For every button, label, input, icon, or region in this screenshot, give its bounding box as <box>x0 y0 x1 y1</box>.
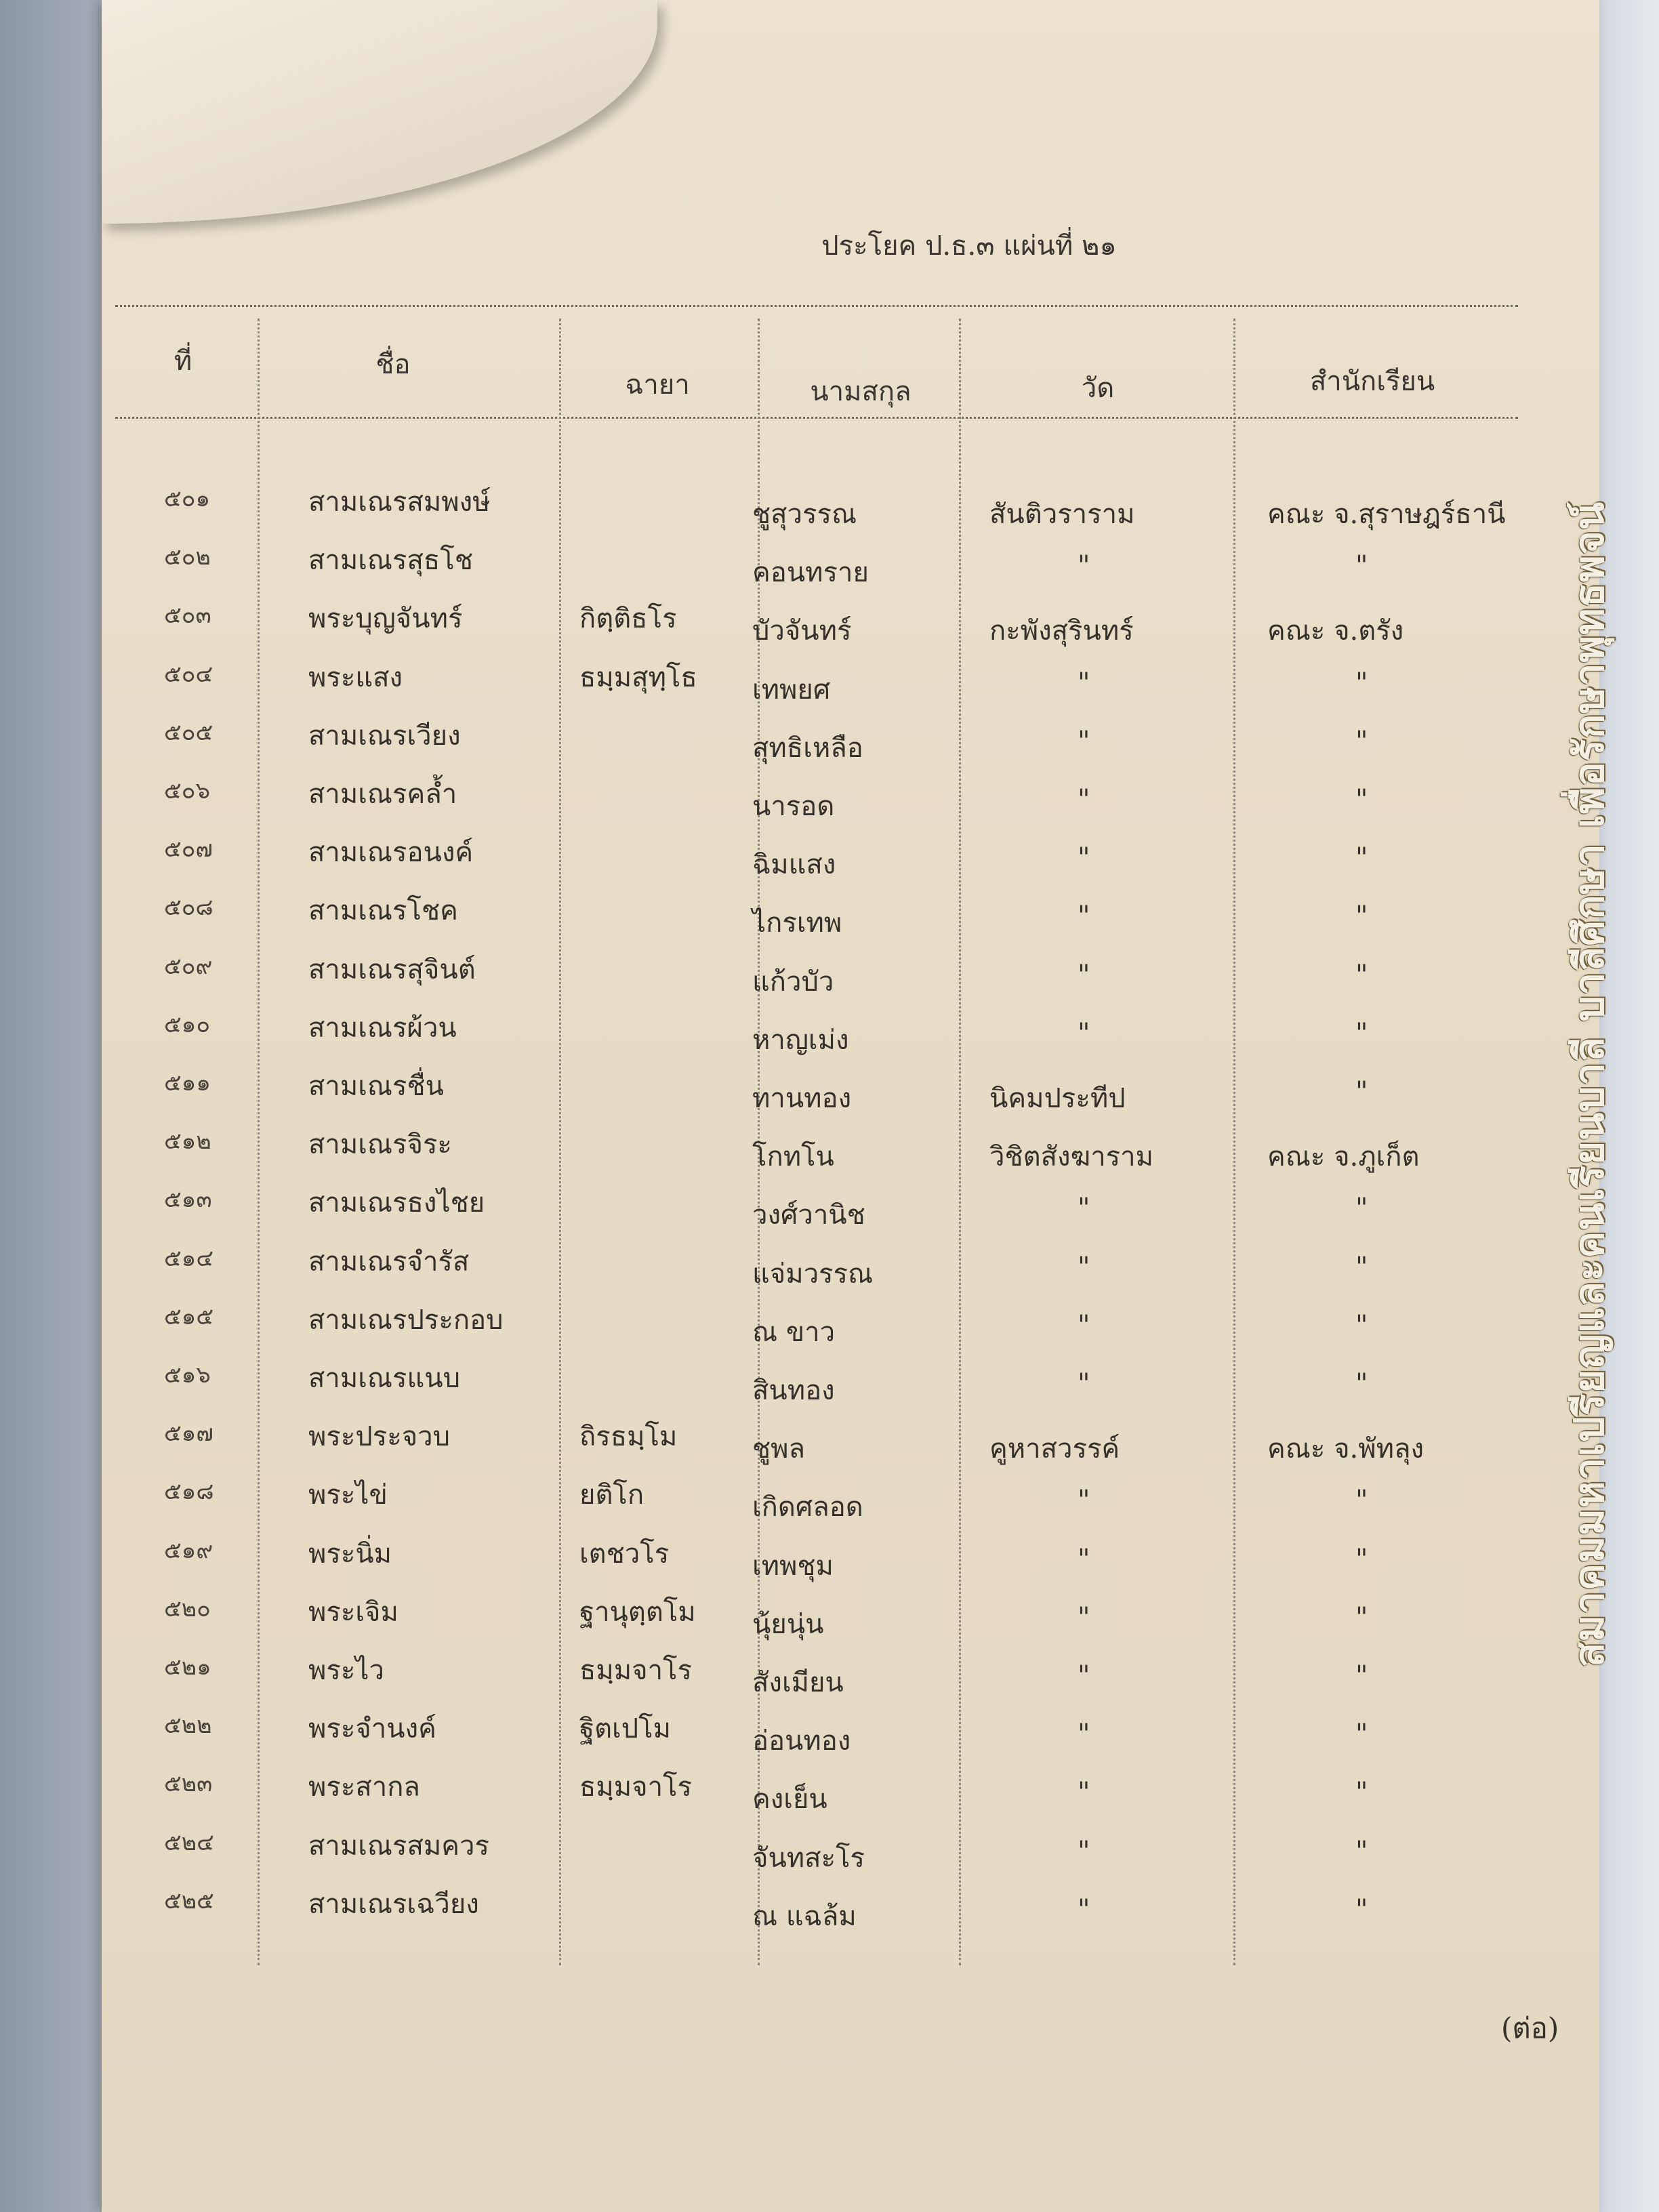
row-3-temple: กะพังสุรินทร์ <box>989 615 1134 647</box>
header-surname: นามสกุล <box>810 376 912 407</box>
row-14-school: " <box>1355 1251 1368 1283</box>
row-9-temple: " <box>1078 959 1090 991</box>
row-19-surname: เทพชุม <box>752 1550 834 1582</box>
row-3-school: คณะ จ.ตรัง <box>1267 615 1404 647</box>
row-12-number: ๕๑๒ <box>164 1128 211 1155</box>
row-23-number: ๕๒๓ <box>164 1770 213 1798</box>
row-5-surname: สุทธิเหลือ <box>752 732 863 764</box>
row-25-number: ๕๒๕ <box>164 1887 214 1914</box>
row-5-name: สามเณรเวียง <box>308 720 461 752</box>
document-page <box>102 0 1599 2212</box>
row-20-school: " <box>1355 1601 1368 1633</box>
row-17-name: พระประจวบ <box>308 1421 450 1453</box>
row-25-school: " <box>1355 1893 1368 1925</box>
row-7-school: " <box>1355 842 1368 874</box>
row-25-surname: ณ แฉล้ม <box>752 1900 857 1932</box>
header-name: ชื่อ <box>375 349 411 380</box>
row-23-surname: คงเย็น <box>752 1784 827 1816</box>
row-7-surname: ฉิมแสง <box>752 849 836 881</box>
row-24-name: สามเณรสมควร <box>308 1830 489 1862</box>
row-12-name: สามเณรจิระ <box>308 1129 452 1161</box>
row-23-school: " <box>1355 1777 1368 1809</box>
row-14-temple: " <box>1078 1251 1090 1283</box>
row-9-surname: แก้วบัว <box>752 966 834 998</box>
column-divider <box>258 319 260 1965</box>
row-8-surname: ไกรเทพ <box>752 907 842 939</box>
row-24-school: " <box>1355 1835 1368 1867</box>
row-16-temple: " <box>1078 1368 1090 1399</box>
row-11-surname: ทานทอง <box>752 1083 852 1114</box>
row-13-surname: วงศ์วานิช <box>752 1200 865 1231</box>
row-22-monastic-name: ฐิตเปโม <box>579 1713 671 1745</box>
row-1-temple: สันติวราราม <box>989 499 1135 530</box>
row-8-name: สามเณรโชค <box>308 895 458 927</box>
row-6-surname: นารอด <box>752 791 835 822</box>
row-5-number: ๕๐๕ <box>164 718 213 746</box>
row-22-number: ๕๒๒ <box>164 1712 212 1740</box>
row-22-name: พระจำนงค์ <box>308 1713 436 1745</box>
row-3-name: พระบุญจันทร์ <box>308 603 463 635</box>
row-4-school: " <box>1355 667 1368 699</box>
row-21-surname: สังเมียน <box>752 1667 844 1698</box>
row-12-surname: โกทโน <box>752 1141 834 1173</box>
row-20-monastic-name: ฐานุตฺตโม <box>579 1596 696 1628</box>
row-9-name: สามเณรสุจินต์ <box>308 954 476 985</box>
header-school: สำนักเรียน <box>1309 366 1435 397</box>
row-19-number: ๕๑๙ <box>164 1536 213 1564</box>
column-divider <box>1233 319 1235 1965</box>
row-23-name: พระสากล <box>308 1771 420 1803</box>
row-17-number: ๕๑๗ <box>164 1420 213 1448</box>
row-8-number: ๕๐๘ <box>164 894 213 922</box>
row-17-temple: คูหาสวรรค์ <box>989 1433 1120 1465</box>
row-13-school: " <box>1355 1193 1368 1225</box>
row-9-school: " <box>1355 959 1368 991</box>
row-22-school: " <box>1355 1719 1368 1750</box>
row-14-name: สามเณรจำรัส <box>308 1246 470 1277</box>
row-20-name: พระเจิม <box>308 1596 398 1628</box>
row-7-number: ๕๐๗ <box>164 836 213 863</box>
row-2-school: " <box>1355 550 1368 582</box>
row-15-temple: " <box>1078 1309 1090 1341</box>
row-6-temple: " <box>1078 784 1090 815</box>
row-16-number: ๕๑๖ <box>164 1361 211 1389</box>
row-25-temple: " <box>1078 1893 1090 1925</box>
row-4-number: ๕๐๔ <box>164 660 213 688</box>
row-4-surname: เทพยศ <box>752 674 831 705</box>
row-9-number: ๕๐๙ <box>164 952 213 980</box>
row-3-number: ๕๐๓ <box>164 602 211 630</box>
row-17-school: คณะ จ.พัทลุง <box>1267 1433 1424 1465</box>
row-21-school: " <box>1355 1660 1368 1692</box>
row-8-temple: " <box>1078 901 1090 933</box>
row-14-number: ๕๑๔ <box>164 1244 214 1272</box>
row-25-name: สามเณรเฉวียง <box>308 1888 479 1920</box>
row-2-name: สามเณรสุธโช <box>308 545 473 577</box>
header-top-rule <box>115 305 1518 307</box>
row-4-monastic-name: ธมฺมสุทฺโธ <box>579 661 697 693</box>
row-17-surname: ชูพล <box>752 1433 806 1465</box>
row-16-surname: สินทอง <box>752 1375 835 1406</box>
row-11-name: สามเณรชื่น <box>308 1071 444 1102</box>
row-23-monastic-name: ธมฺมจาโร <box>579 1771 693 1803</box>
row-19-school: " <box>1355 1543 1368 1575</box>
row-15-surname: ณ ขาว <box>752 1316 836 1348</box>
row-11-temple: นิคมประทีป <box>989 1083 1126 1114</box>
row-16-school: " <box>1355 1368 1368 1399</box>
row-24-temple: " <box>1078 1835 1090 1867</box>
row-24-surname: จันทสะโร <box>752 1842 865 1874</box>
row-13-temple: " <box>1078 1193 1090 1225</box>
row-10-surname: หาญเม่ง <box>752 1024 849 1056</box>
row-17-monastic-name: ถิรธมฺโม <box>579 1421 678 1453</box>
header-number: ที่ <box>173 346 192 377</box>
row-16-name: สามเณรแนบ <box>308 1363 461 1394</box>
row-19-name: พระนิ่ม <box>308 1538 392 1570</box>
column-divider <box>959 319 961 1965</box>
page-curl <box>102 0 657 224</box>
row-20-surname: นุ้ยนุ่น <box>752 1608 824 1640</box>
row-15-school: " <box>1355 1309 1368 1341</box>
header-monastic-name: ฉายา <box>625 369 690 401</box>
row-18-number: ๕๑๘ <box>164 1478 214 1506</box>
header-temple: วัด <box>1081 373 1115 404</box>
row-18-surname: เกิดศลอด <box>752 1492 863 1523</box>
row-21-name: พระไว <box>308 1655 384 1686</box>
row-1-name: สามเณรสมพงษ์ <box>308 487 491 518</box>
watermark-text: สมาคมมหาเปรียญและคนเรียนบาลี บาลีศึกษา เพื่อรักษาพุทธพจน์ <box>1565 501 1614 1668</box>
row-1-number: ๕๐๑ <box>164 485 211 512</box>
row-2-number: ๕๐๒ <box>164 544 211 571</box>
row-5-temple: " <box>1078 725 1090 757</box>
row-1-school: คณะ จ.สุราษฎร์ธานี <box>1267 499 1506 530</box>
row-21-temple: " <box>1078 1660 1090 1692</box>
row-22-surname: อ่อนทอง <box>752 1725 851 1757</box>
row-19-temple: " <box>1078 1543 1090 1575</box>
row-2-surname: คอนทราย <box>752 557 869 589</box>
row-14-surname: แจ่มวรรณ <box>752 1258 874 1290</box>
row-21-number: ๕๒๑ <box>164 1654 211 1681</box>
row-18-monastic-name: ยติโก <box>579 1479 644 1511</box>
row-15-number: ๕๑๕ <box>164 1303 214 1330</box>
row-11-number: ๕๑๑ <box>164 1069 211 1097</box>
row-18-school: " <box>1355 1485 1368 1517</box>
row-10-school: " <box>1355 1017 1368 1049</box>
row-23-temple: " <box>1078 1777 1090 1809</box>
row-3-monastic-name: กิตฺติธโร <box>579 603 677 635</box>
row-13-number: ๕๑๓ <box>164 1186 212 1214</box>
row-6-name: สามเณรคล้ำ <box>308 779 457 810</box>
row-7-name: สามเณรอนงค์ <box>308 837 474 869</box>
row-18-temple: " <box>1078 1485 1090 1517</box>
row-20-temple: " <box>1078 1601 1090 1633</box>
row-12-school: คณะ จ.ภูเก็ต <box>1267 1141 1420 1173</box>
column-divider <box>559 319 561 1965</box>
row-4-name: พระแสง <box>308 661 403 693</box>
row-20-number: ๕๒๐ <box>164 1595 211 1622</box>
row-11-school: " <box>1355 1076 1368 1107</box>
row-22-temple: " <box>1078 1719 1090 1750</box>
row-2-temple: " <box>1078 550 1090 582</box>
row-1-surname: ชูสุวรรณ <box>752 499 857 530</box>
row-12-temple: วิชิตสังฆาราม <box>989 1141 1153 1173</box>
row-15-name: สามเณรประกอบ <box>308 1304 504 1336</box>
row-8-school: " <box>1355 901 1368 933</box>
continued-label: (ต่อ) <box>1501 2011 1559 2045</box>
document-title: ประโยค ป.ธ.๓ แผ่นที่ ๒๑ <box>821 230 1117 262</box>
row-24-number: ๕๒๔ <box>164 1828 214 1856</box>
row-18-name: พระไข่ <box>308 1479 388 1511</box>
row-19-monastic-name: เตชวโร <box>579 1538 670 1570</box>
row-10-name: สามเณรผ้วน <box>308 1012 457 1044</box>
row-4-temple: " <box>1078 667 1090 699</box>
row-3-surname: บัวจันทร์ <box>752 615 852 647</box>
row-7-temple: " <box>1078 842 1090 874</box>
row-10-number: ๕๑๐ <box>164 1010 211 1038</box>
row-21-monastic-name: ธมฺมจาโร <box>579 1655 693 1686</box>
row-6-school: " <box>1355 784 1368 815</box>
row-10-temple: " <box>1078 1017 1090 1049</box>
row-6-number: ๕๐๖ <box>164 777 211 804</box>
watermark <box>1555 454 1623 1715</box>
header-bottom-rule <box>115 417 1518 419</box>
row-13-name: สามเณรธงไชย <box>308 1187 485 1219</box>
row-5-school: " <box>1355 725 1368 757</box>
